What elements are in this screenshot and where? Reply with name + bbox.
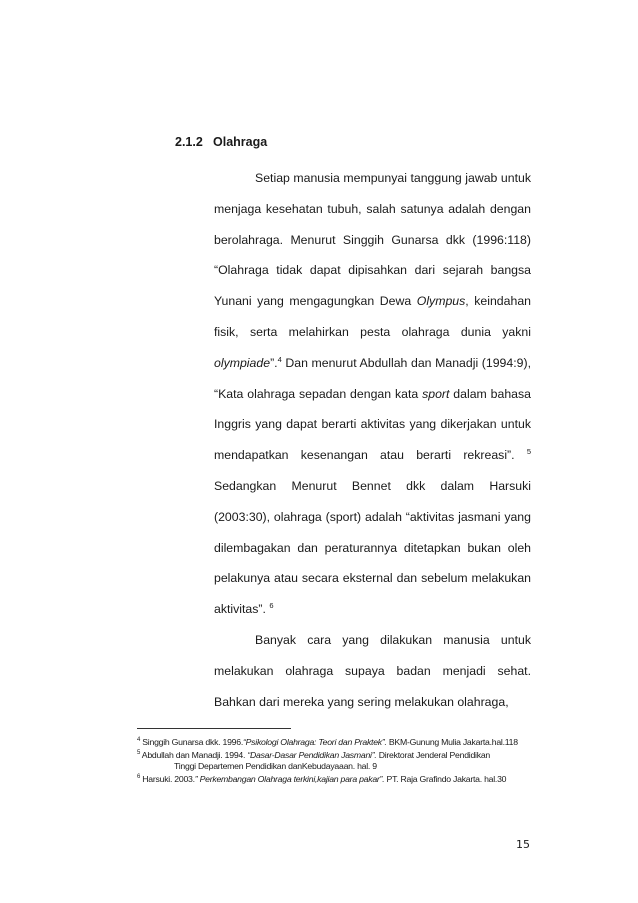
footnotes: [137, 737, 532, 786]
paragraph-1-text-f: Sedangkan Menurut Bennet dkk dalam Harsuki (2003:30), olahraga (sport) adalah “aktivitas jasmani yang dilembagakan dan peraturannya ditetapkan bukan oleh pelakunya atau secara eksternal dan sebelum melakukan aktivitas”.: [214, 478, 531, 617]
footnote-5: [137, 750, 532, 773]
footnote-ref-5: 5: [526, 447, 531, 457]
paragraph-1-text-a: Setiap manusia mempunyai tanggung jawab untuk menjaga kesehatan tubuh, salah satunya adalah dengan berolahraga. Menurut Singgih Gunarsa dkk (1996:118) “Olahraga tidak dapat dipisahkan dari sejarah bangsa Yunani yang mengagungkan Dewa: [214, 171, 531, 309]
paragraph-1: [214, 163, 531, 625]
body-text: [214, 163, 531, 717]
footnote-ref-4: 4: [277, 354, 282, 364]
footnote-publisher: BKM-Gunung Mulia Jakarta.hal.118: [386, 737, 518, 747]
footnote-4: [137, 737, 532, 749]
section-heading: [175, 135, 267, 149]
footnote-title: “Psikologi Olahraga: Teori dan Praktek”.: [242, 737, 387, 747]
footnote-ref-6: 6: [269, 601, 274, 611]
italic-olympiade: olympiade: [214, 355, 271, 370]
page-number: 15: [516, 838, 530, 851]
paragraph-1-text-e: dalam bahasa Inggris yang dapat berarti aktivitas yang dikerjakan untuk mendapatkan kesenangan atau berarti rekreasi”.: [214, 386, 532, 463]
paragraph-1-text-d: Dan menurut Abdullah dan Manadji (1994:9), “Kata olahraga sepadan dengan kata: [214, 355, 531, 401]
italic-sport: sport: [422, 386, 450, 401]
footnote-6: [137, 774, 532, 786]
footnote-title: “Dasar-Dasar Pendidikan Jasmani”.: [247, 749, 377, 760]
paragraph-2: Banyak cara yang dilakukan manusia untuk melakukan olahraga supaya badan menjadi sehat. Bahkan dari mereka yang sering melakukan olahraga,: [214, 632, 531, 709]
footnote-author: Singgih Gunarsa dkk. 1996.: [142, 737, 243, 747]
section-title: Olahraga: [213, 135, 268, 149]
footnote-number: 5: [137, 749, 141, 756]
footnote-separator: [137, 728, 291, 729]
footnote-title: ” Perkembangan Olahraga terkini,kajian para pakar”.: [194, 773, 385, 784]
footnote-author: Abdullah dan Manadji. 1994.: [141, 749, 248, 760]
paragraph-1-text-b: , keindahan fisik, serta melahirkan pesta olahraga dunia yakni: [214, 294, 531, 339]
footnote-publisher: PT. Raja Grafindo Jakarta. hal.30: [384, 773, 507, 784]
italic-olympus: Olympus: [416, 294, 466, 309]
footnote-number: 6: [137, 773, 141, 780]
paragraph-1-text-c: ”.: [270, 355, 278, 370]
footnote-continuation: Tinggi Departemen Pendidikan danKebudayaaan. hal. 9: [174, 761, 377, 771]
footnote-publisher: Direktorat Jenderal Pendidikan: [376, 749, 490, 760]
footnote-number: 4: [137, 737, 141, 744]
footnote-author: Harsuki. 2003.: [142, 773, 195, 784]
section-number: 2.1.2: [175, 135, 203, 149]
